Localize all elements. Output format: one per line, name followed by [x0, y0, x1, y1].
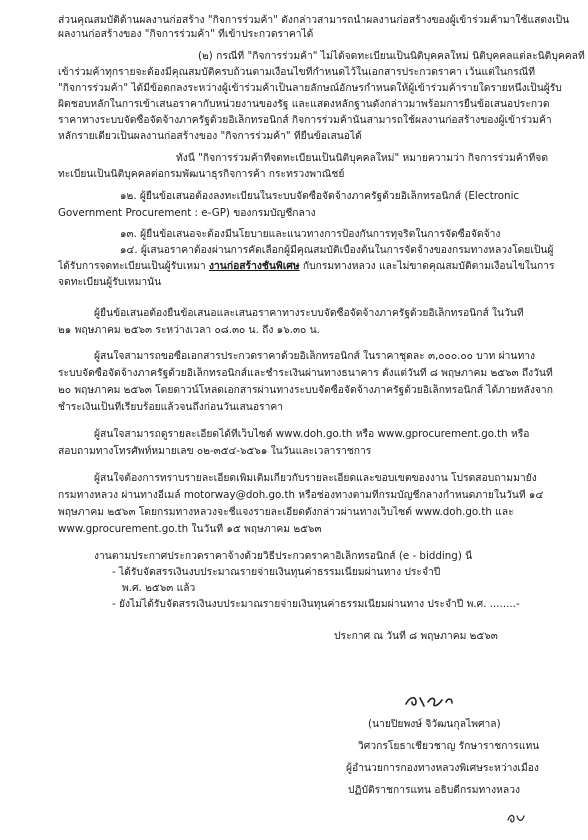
announcement-date: ประกาศ ณ วันที่ ๘ พฤษภาคม ๒๕๖๓	[334, 630, 498, 642]
body-line: กรมทางหลวง ผ่านทางอีเมล์ motorway@doh.go.th หรือช่องทางตามที่กรมบัญชีกลางกำหนดภายในวันที่ ๑๔	[58, 489, 544, 501]
submission-line: ผู้ยื่นข้อเสนอต้องยื่นข้อเสนอและเสนอราคาทางระบบจัดซื้อจัดจ้างภาครัฐด้วยอิเล็กทรอนิกส์ ในวันที่	[94, 307, 524, 319]
body-text: กับกรมทางหลวง และไม่ขาดคุณสมบัติตามเงื่อนไขในการ	[302, 260, 555, 272]
body-line: หลักรายเดียวเป็นผลงานก่อสร้างของ "กิจการร่วมค้า" ที่ยื่นข้อเสนอได้	[58, 130, 362, 142]
body-line: ระบบจัดซื้อจัดจ้างภาครัฐด้วยอิเล็กทรอนิกส์และชำระเงินผ่านทางธนาคาร ตั้งแต่วันที่ ๘ พฤษภาคม ๒๕๖๓ ถึงวันที่	[58, 367, 553, 379]
body-text: ได้รับการจดทะเบียนเป็นผู้รับเหมา	[58, 260, 206, 272]
body-line: พฤษภาคม ๒๕๖๓ โดยกรมทางหลวงจะชี้แจงรายละเอียดดังกล่าวผ่านทางเว็บไซต์ www.doh.go.th และ	[58, 506, 514, 518]
note-line: ทั้งนี้ "กิจการร่วมค้าที่จดทะเบียนเป็นนิติบุคคลใหม่" หมายความว่า กิจการร่วมค้าที่จด	[176, 152, 549, 164]
body-line: ทะเบียนเป็นนิติบุคคลต่อกรมพัฒนาธุรกิจการค้า กระทรวงพาณิชย์	[58, 168, 345, 180]
clause-14-line: ๑๔. ผู้เสนอราคาต้องผ่านการคัดเลือกผู้มีคุณสมบัติเบื้องต้นในการจัดจ้างของกรมทางหลวงโดยเป็นผู้	[120, 244, 554, 256]
inquiry-line: ผู้สนใจต้องการทราบรายละเอียดเพิ่มเติมเกี่ยวกับรายละเอียดและขอบเขตของงาน โปรดสอบถามมายัง	[94, 472, 537, 484]
initials-mark	[504, 808, 528, 828]
signer-office: ผู้อำนวยการกองทางหลวงพิเศษระหว่างเมือง	[346, 762, 539, 774]
body-line: www.gprocurement.go.th ในวันที่ ๑๕ พฤษภาคม ๒๕๖๓	[58, 523, 322, 535]
signer-name: (นายปิยพงษ์ จิวัฒนกุลไพศาล)	[368, 718, 501, 730]
signer-title: วิศวกรโยธาเชี่ยวชาญ รักษาราชการแทน	[358, 740, 540, 752]
body-line: ๒๐ พฤษภาคม ๒๕๖๓ โดยดาวน์โหลดเอกสารผ่านทางระบบจัดซื้อจัดจ้างภาครัฐด้วยอิเล็กทรอนิกส์ ได้ภายหลังจาก	[58, 384, 553, 396]
body-line-mixed	[58, 260, 555, 273]
body-line: สอบถามทางโทรศัพท์หมายเลข ๐๒-๓๕๔-๖๕๖๑ ในวันและเวลาราชการ	[58, 445, 372, 457]
budget-option-line: - ได้รับจัดสรรเงินงบประมาณรายจ่ายเงินทุนค่าธรรมเนียมผ่านทาง ประจำปี	[112, 566, 441, 578]
signature-image	[402, 690, 462, 712]
body-line: ชำระเงินเป็นที่เรียบร้อยแล้วจนถึงก่อนวันเสนอราคา	[58, 401, 284, 413]
purchase-line: ผู้สนใจสามารถขอซื้อเอกสารประกวดราคาด้วยอิเล็กทรอนิกส์ ในราคาชุดละ ๓,๐๐๐.๐๐ บาท ผ่านทาง	[94, 350, 536, 362]
website-line: ผู้สนใจสามารถดูรายละเอียดได้ที่เว็บไซต์ www.doh.go.th หรือ www.gprocurement.go.th หรือ	[94, 428, 530, 440]
body-line: ผลงานก่อสร้างของ "กิจการร่วมค้า" ที่เข้าประกวดราคาได้	[58, 28, 314, 40]
body-line: ๒๑ พฤษภาคม ๒๕๖๓ ระหว่างเวลา ๐๘.๓๐ น. ถึง ๑๖.๓๐ น.	[58, 324, 320, 336]
body-line: ผิดชอบหลักในการเข้าเสนอราคากับหน่วยงานของรัฐ และแสดงหลักฐานดังกล่าวมาพร้อมการยื่นข้อเสนอประกวด	[58, 98, 550, 110]
body-line: พ.ศ. ๒๕๖๓ แล้ว	[122, 582, 196, 594]
body-line: Government Procurement : e-GP) ของกรมบัญชีกลาง	[58, 207, 316, 219]
body-line: เข้าร่วมค้าทุกรายจะต้องมีคุณสมบัติครบถ้วนตามเงื่อนไขที่กำหนดไว้ในเอกสารประกวดราคา เว้นแต่ในกรณีที่	[58, 66, 535, 78]
body-line: ส่วนคุณสมบัติด้านผลงานก่อสร้าง "กิจการร่วมค้า" ดังกล่าวสามารถนำผลงานก่อสร้างของผู้เข้าร่วมค้ามาใช้แสดงเป็น	[58, 14, 570, 26]
body-line: จดทะเบียนผู้รับเหมานั้น	[58, 276, 162, 288]
budget-option-line: - ยังไม่ได้รับจัดสรรเงินงบประมาณรายจ่ายเงินทุนค่าธรรมเนียมผ่านทาง ประจำปี พ.ศ. ........-	[112, 598, 520, 610]
contractor-class-text: งานก่อสร้างชั้นพิเศษ	[209, 260, 300, 272]
body-line: ราคาทางระบบจัดซื้อจัดจ้างภาครัฐด้วยอิเล็กทรอนิกส์ กิจการร่วมค้านั้นสามารถใช้ผลงานก่อสร้างของผู้เข้าร่วมค้า	[58, 114, 552, 126]
clause-2-line: (๒) กรณีที่ "กิจการร่วมค้า" ไม่ได้จดทะเบียนเป็นนิติบุคคลใหม่ นิติบุคคลแต่ละนิติบุคคลที่	[198, 50, 585, 62]
budget-heading-line: งานตามประกาศประกวดราคาจ้างด้วยวิธีประกวดราคาอิเล็กทรอนิกส์ (e - bidding) นี้	[94, 550, 473, 562]
body-line: "กิจการร่วมค้า" ได้มีข้อตกลงระหว่างผู้เข้าร่วมค้าเป็นลายลักษณ์อักษรกำหนดให้ผู้เข้าร่วมค้ารายใดรายหนึ่งเป็นผู้รับ	[58, 82, 562, 94]
signer-authority: ปฏิบัติราชการแทน อธิบดีกรมทางหลวง	[348, 784, 521, 796]
clause-13-line: ๑๓. ผู้ยื่นข้อเสนอจะต้องมีนโยบายและแนวทางการป้องกันการทุจริตในการจัดซื้อจัดจ้าง	[120, 228, 501, 240]
clause-12-line: ๑๒. ผู้ยื่นข้อเสนอต้องลงทะเบียนในระบบจัดซื้อจัดจ้างภาครัฐด้วยอิเล็กทรอนิกส์ (Electronic	[120, 190, 520, 202]
